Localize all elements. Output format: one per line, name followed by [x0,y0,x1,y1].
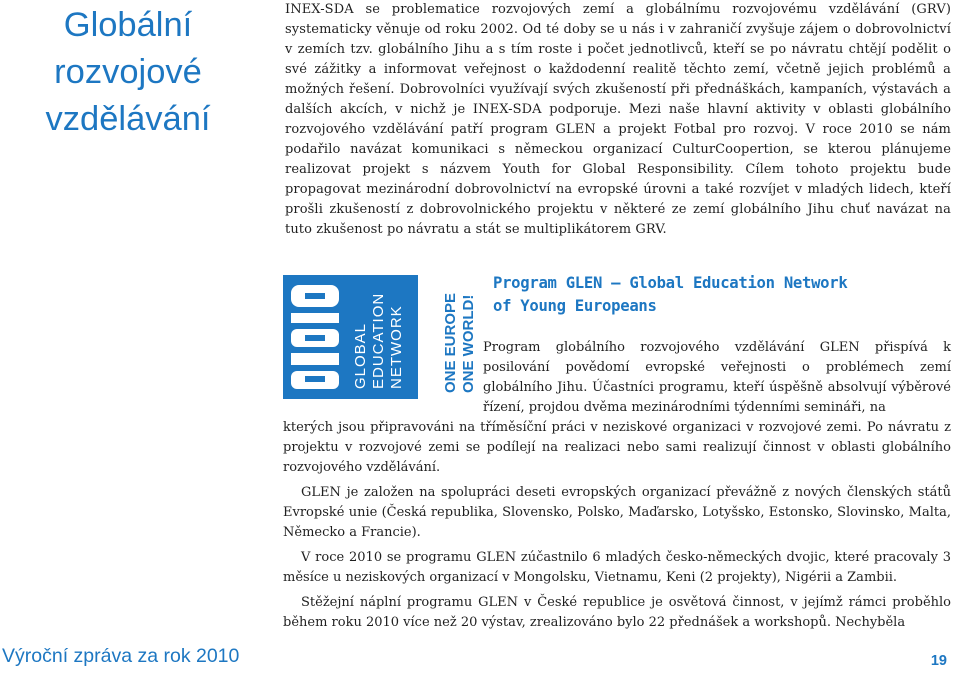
logo-line-global: GLOBAL [352,322,369,389]
logo-line-education: EDUCATION [370,292,387,389]
glen-paragraph-4: Stěžejní náplní programu GLEN v České republice je osvětová činnost, v jejímž rámci proběhlo během roku 2010 více než 20 výstav, zrealizováno bylo 22 přednášek a workshopů. Nechyběla [283,595,951,630]
glen-heading [493,272,953,318]
section-title-line-2: rozvojové [54,53,202,91]
page-number: 19 [930,653,947,669]
report-title: Výroční zpráva za rok 2010 [2,645,240,667]
glen-heading-line-2: of Young Europeans [493,297,657,315]
logo-slogan-one-europe: ONE EUROPE [442,292,459,393]
logo-line-network: NETWORK [388,305,405,389]
intro-paragraph: INEX-SDA se problematice rozvojových zemí a globálnímu rozvojovému vzdělávání (GRV) systematicky věnuje od roku 2002. Od té doby se u nás i v zahraničí zvyšuje zájem o dobrovolnictví v zemích tzv. globálního Jihu a s tím roste i počet jednotlivců, kteří se po návratu chtějí podělit o své zážitky a informovat veřejnost o každodenní realitě těchto zemí, včetně jejich problémů a možných řešení. Dobrovolníci využívají svých zkušeností při přednáškách, kampaních, výstavách a dalších akcích, v nichž je INEX-SDA podporuje. Mezi naše hlavní aktivity v oblasti globálního rozvojového vzdělávání patří program GLEN a projekt Fotbal pro rozvoj. V roce 2010 se nám podařilo navázat komunikaci s německou organizací CulturCoopertion, se kterou plánujeme realizovat projekt s názvem Youth for Global Responsibility. Cílem tohoto projektu bude propagovat mezinárodní dobrovolnictví na evropské úrovni a také rozvíjet v mladých lidech, kteří prošli zkušeností z dobrovolnického projektu v některé ze zemí globálního Jihu chuť navázat na tuto zkušenost po návratu a stát se multiplikátorem GRV. [285,2,951,237]
glen-paragraph-2: GLEN je založen na spolupráci deseti evropských organizací převážně z nových členských států Evropské unie (Česká republika, Slovensko, Polsko, Maďarsko, Lotyšsko, Estonsko, Slovinsko, Malta, Německo a Francie). [283,485,951,540]
section-title-line-1: Globální [63,6,193,44]
section-title [8,2,248,143]
logo-slogan-one-world: ONE WORLD! [460,294,477,393]
glen-paragraph-1: Program globálního rozvojového vzdělávání GLEN přispívá k posilování povědomí evropské veřejnosti o problémech zemí globálního Jihu. Účastníci programu, kteří úspěšně absolvují výběrové řízení, projdou dvěma mezinárodními týdenními semináři, na [483,340,951,415]
glen-body [283,338,951,638]
section-title-line-3: vzdělávání [45,100,211,138]
glen-paragraph-3: V roce 2010 se programu GLEN zúčastnilo 6 mladých česko-německých dvojic, které pracovaly 3 měsíce u neziskových organizací v Mongolsku, Vietnamu, Keni (2 projekty), Nigérii a Zambii. [283,550,951,585]
glen-heading-line-1: Program GLEN – Global Education Network [493,274,848,292]
glen-paragraph-1-continued: kterých jsou připravováni na tříměsíční práci v neziskové organizaci v rozvojové zemi. Po návratu z projektu v rozvojové zemi se podílejí na realizaci nebo sami realizují činnost v oblasti globálního rozvojového vzdělávání. [283,420,951,475]
intro-text [285,0,951,240]
